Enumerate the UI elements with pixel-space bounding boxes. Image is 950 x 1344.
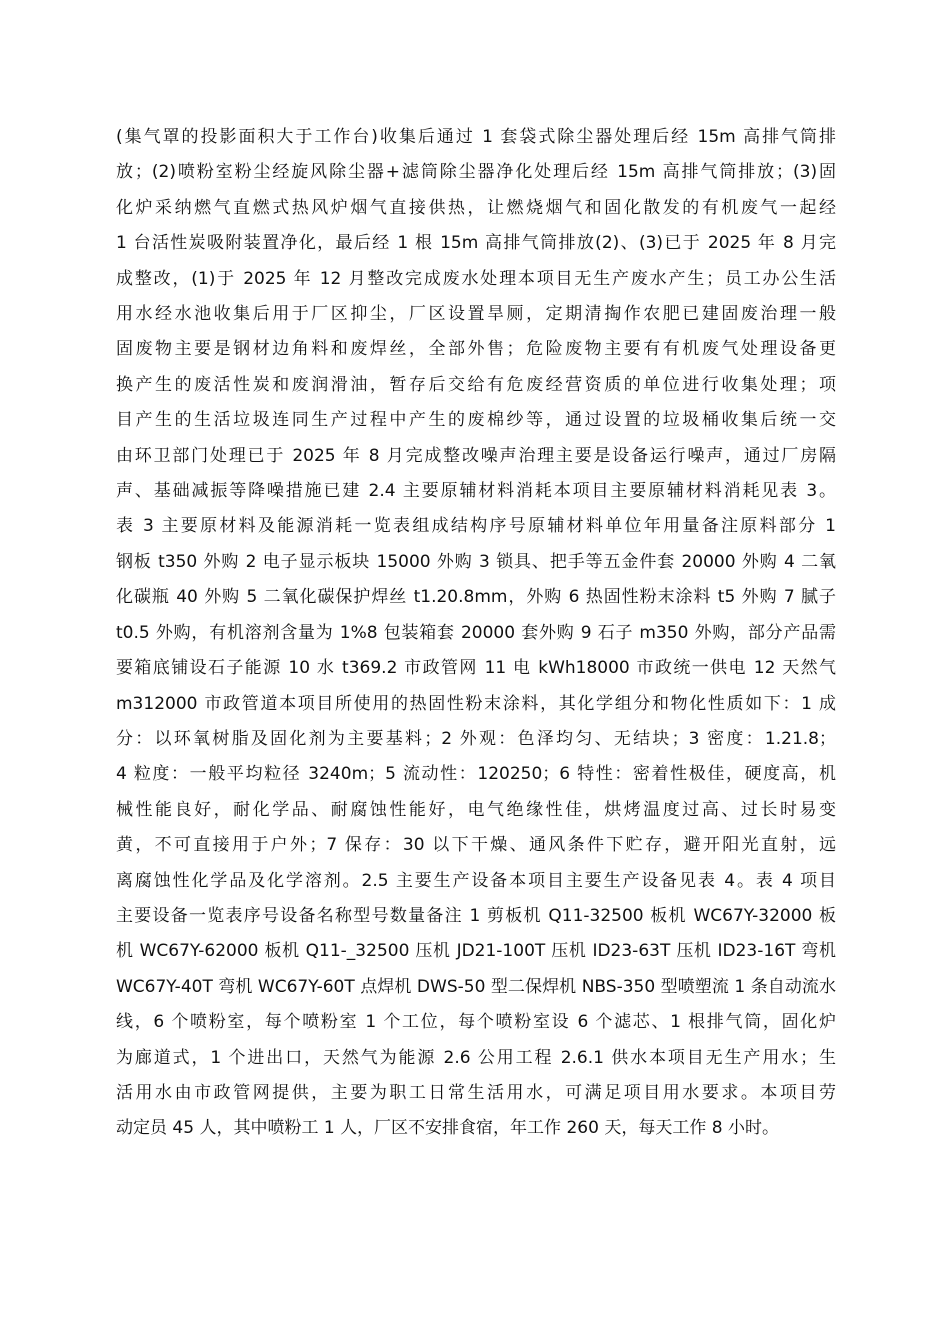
text-line: 4 粒度：一般平均粒径 3240m；5 流动性：120250；6 特性：密着性极佳，硬度高，机 [116,764,836,785]
text-line: 械性能良好，耐化学品、耐腐蚀性能好，电气绝缘性佳，烘烤温度过高、过长时易变 [116,799,836,820]
text-line: 固废物主要是钢材边角料和废焊丝，全部外售；危险废物主要有有机废气处理设备更 [116,339,836,360]
text-line: 钢板 t350 外购 2 电子显示板块 15000 外购 3 锁具、把手等五金件套 20000 外购 4 二氧 [116,551,836,572]
text-line: 表 3 主要原材料及能源消耗一览表组成结构序号原辅材料单位年用量备注原料部分 1 [116,516,836,537]
text-line: 黄，不可直接用于户外；7 保存：30 以下干燥、通风条件下贮存，避开阳光直射，远 [116,835,836,856]
text-line: 换产生的废活性炭和废润滑油，暂存后交给有危废经营资质的单位进行收集处理；项 [116,374,836,395]
text-line: WC67Y-40T 弯机 WC67Y-60T 点焊机 DWS-50 型二保焊机 NBS-350 型喷塑流 1 条自动流水 [116,976,836,997]
text-line: 化碳瓶 40 外购 5 二氧化碳保护焊丝 t1.20.8mm，外购 6 热固性粉末涂料 t5 外购 7 腻子 [116,587,836,608]
text-line: 目产生的生活垃圾连同生产过程中产生的废棉纱等，通过设置的垃圾桶收集后统一交 [116,410,836,431]
text-line: 放；(2)喷粉室粉尘经旋风除尘器+滤筒除尘器净化处理后经 15m 高排气筒排放；(3)固 [116,162,836,183]
text-line: 线，6 个喷粉室，每个喷粉室 1 个工位，每个喷粉室设 6 个滤芯、1 根排气筒，固化炉 [116,1012,836,1033]
text-line: t0.5 外购，有机溶剂含量为 1%8 包装箱套 20000 套外购 9 石子 m350 外购，部分产品需 [116,622,836,643]
text-line: 声、基础减振等降噪措施已建 2.4 主要原辅材料消耗本项目主要原辅材料消耗见表 3。 [116,481,836,502]
text-line: m312000 市政管道本项目所使用的热固性粉末涂料，其化学组分和物化性质如下：1 成 [116,693,836,714]
text-line: 活用水由市政管网提供，主要为职工日常生活用水，可满足项目用水要求。本项目劳 [116,1082,836,1103]
body-paragraph [116,120,836,1147]
text-line: 由环卫部门处理已于 2025 年 8 月完成整改噪声治理主要是设备运行噪声，通过厂房隔 [116,445,836,466]
text-line: 用水经水池收集后用于厂区抑尘，厂区设置旱厕，定期清掏作农肥已建固废治理一般 [116,304,836,325]
text-line: 要箱底铺设石子能源 10 水 t369.2 市政管网 11 电 kWh18000 市政统一供电 12 天然气 [116,658,836,679]
text-line: 为廊道式，1 个进出口，天然气为能源 2.6 公用工程 2.6.1 供水本项目无生产用水；生 [116,1047,836,1068]
text-line: 分：以环氧树脂及固化剂为主要基料；2 外观：色泽均匀、无结块；3 密度：1.21.8； [116,728,836,749]
text-line: 机 WC67Y-62000 板机 Q11-_32500 压机 JD21-100T 压机 ID23-63T 压机 ID23-16T 弯机 [116,941,836,962]
text-line: 1 台活性炭吸附装置净化，最后经 1 根 15m 高排气筒排放(2)、(3)已于 2025 年 8 月完 [116,233,836,254]
text-line: 主要设备一览表序号设备名称型号数量备注 1 剪板机 Q11-32500 板机 WC67Y-32000 板 [116,905,836,926]
text-line: 离腐蚀性化学品及化学溶剂。2.5 主要生产设备本项目主要生产设备见表 4。表 4 项目 [116,870,836,891]
text-line: 成整改，(1)于 2025 年 12 月整改完成废水处理本项目无生产废水产生；员工办公生活 [116,268,836,289]
text-line: (集气罩的投影面积大于工作台)收集后通过 1 套袋式除尘器处理后经 15m 高排气筒排 [116,127,836,147]
text-line: 化炉采纳燃气直燃式热风炉烟气直接供热，让燃烧烟气和固化散发的有机废气一起经 [116,197,836,218]
text-line: 动定员 45 人，其中喷粉工 1 人，厂区不安排食宿，年工作 260 天，每天工作 8 小时。 [116,1118,779,1139]
